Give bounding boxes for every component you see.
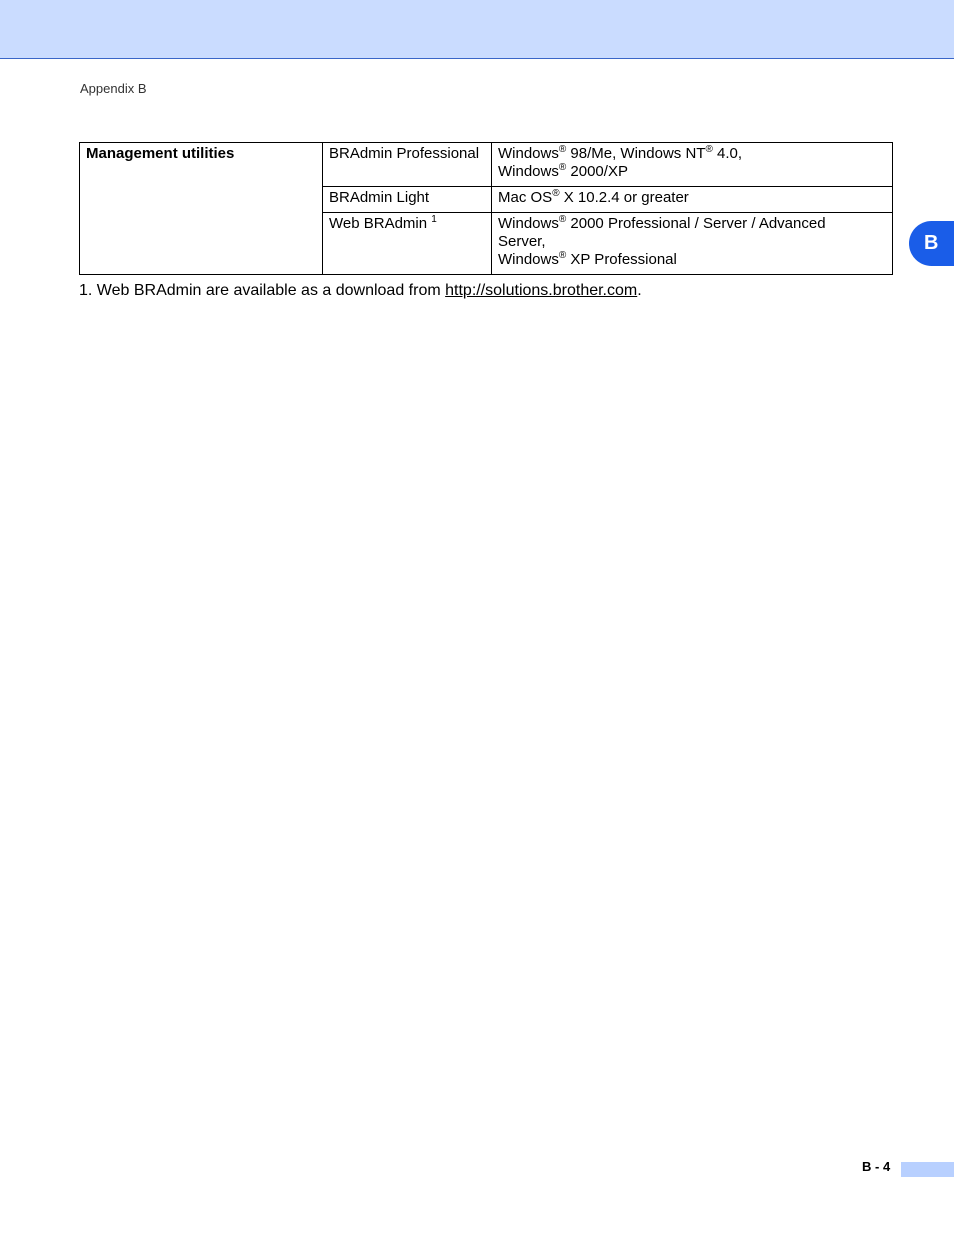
utility-cell: BRAdmin Professional: [323, 143, 492, 187]
os-cell: [492, 213, 893, 275]
management-utilities-table: [79, 142, 893, 275]
os-line: Windows® 98/Me, Windows NT® 4.0,: [498, 144, 743, 162]
utility-cell: BRAdmin Light: [323, 187, 492, 213]
os-line: Mac OS® X 10.2.4 or greater: [498, 188, 689, 206]
os-line: Server,: [498, 233, 546, 250]
solutions-link[interactable]: http://solutions.brother.com: [445, 282, 638, 299]
page-number-bar: [901, 1162, 954, 1177]
category-cell: Management utilities: [80, 143, 323, 275]
page-number: B - 4: [862, 1159, 891, 1174]
os-cell: [492, 143, 893, 187]
footnote: 1. Web BRAdmin are available as a download from http://solutions.brother.com.: [79, 282, 642, 299]
header-band: [0, 0, 954, 59]
running-head: Appendix B: [80, 81, 147, 96]
os-line: Windows® XP Professional: [498, 250, 677, 268]
chapter-tab[interactable]: [909, 221, 954, 266]
os-line: Windows® 2000 Professional / Server / Advanced: [498, 214, 826, 232]
utility-cell: Web BRAdmin $^1$: [323, 213, 492, 275]
footnote-ref: 1: [431, 214, 437, 225]
os-cell: [492, 187, 893, 213]
table-row: [80, 143, 893, 187]
os-line: Windows® 2000/XP: [498, 162, 628, 180]
chapter-tab-label: B: [924, 232, 939, 254]
